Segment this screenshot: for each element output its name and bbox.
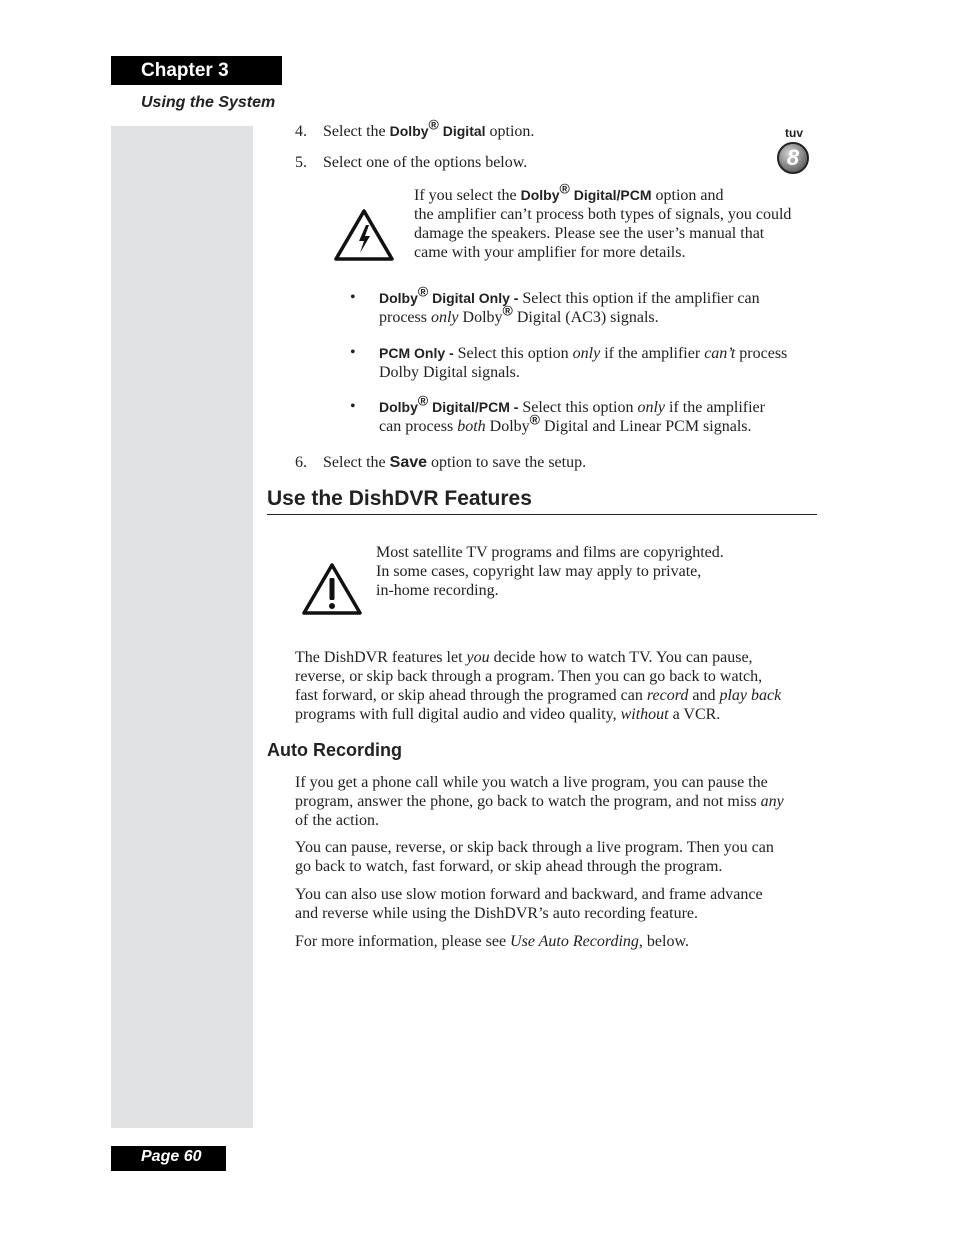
cross-reference: Use Auto Recording <box>510 933 639 950</box>
section-subtitle: Using the System <box>141 94 276 111</box>
option-dolby-digital-pcm <box>379 392 819 436</box>
option-text: Dolby <box>485 418 530 435</box>
step-text: option. <box>485 123 535 140</box>
bullet: • <box>350 398 356 415</box>
auto-paragraph-4 <box>295 932 820 951</box>
paragraph-line: If you get a phone call while you watch a live program, you can pause the <box>295 774 768 791</box>
registered-mark: ® <box>417 283 429 300</box>
option-text: Digital (AC3) signals. <box>512 309 659 326</box>
registered-mark: ® <box>417 392 429 409</box>
paragraph-line: You can also use slow motion forward and backward, and frame advance <box>295 886 763 903</box>
warning-line: in-home recording. <box>376 582 499 599</box>
option-line: Dolby Digital signals. <box>379 364 520 381</box>
bold-term: Dolby <box>379 290 418 306</box>
option-text: if the amplifier <box>600 345 705 362</box>
step-4 <box>295 116 535 141</box>
option-text: Dolby <box>458 309 503 326</box>
paragraph-text: programs with full digital audio and video quality, <box>295 706 621 723</box>
paragraph-text: and <box>688 687 720 704</box>
bold-term: Digital/PCM <box>569 187 652 203</box>
option-line <box>379 283 819 308</box>
step-number: 6. <box>295 454 307 471</box>
registered-mark: ® <box>428 116 439 133</box>
option-pcm-only <box>379 344 819 382</box>
emphasis: record <box>646 687 689 704</box>
emphasis: any <box>760 793 784 810</box>
sidebar-band <box>111 126 253 1128</box>
option-text: Select this option <box>522 399 638 416</box>
step-text: Select the <box>323 123 390 140</box>
warning-text: If you select the <box>414 187 521 204</box>
paragraph-line: of the action. <box>295 812 379 829</box>
option-text: process <box>379 309 431 326</box>
emphasis: without <box>620 706 669 723</box>
paragraph-line: go back to watch, fast forward, or skip ahead through the program. <box>295 858 723 875</box>
option-dolby-digital-only <box>379 283 819 327</box>
emphasis: only <box>430 309 459 326</box>
auto-paragraph-3 <box>295 885 820 923</box>
registered-mark: ® <box>559 180 570 197</box>
button-digit: 8 <box>777 142 809 174</box>
chapter-tab <box>111 56 282 85</box>
page-number: Page 60 <box>141 1148 202 1165</box>
option-text: can process <box>379 418 458 435</box>
paragraph-text: a VCR. <box>668 706 721 723</box>
paragraph-text: For more information, please see <box>295 933 511 950</box>
auto-paragraph-2 <box>295 838 820 876</box>
paragraph-text: program, answer the phone, go back to watch the program, and not miss <box>295 793 761 810</box>
bold-term: Digital/PCM - <box>428 399 523 415</box>
bold-term: Digital <box>438 123 486 139</box>
paragraph-line <box>295 686 820 705</box>
warning-line: In some cases, copyright law may apply to private, <box>376 563 702 580</box>
caution-warning-icon <box>301 562 363 616</box>
section-heading: Use the DishDVR Features <box>267 487 817 515</box>
registered-mark: ® <box>529 411 540 428</box>
paragraph-text: , below. <box>638 933 689 950</box>
emphasis: both <box>457 418 486 435</box>
emphasis: you <box>466 649 490 666</box>
emphasis: only <box>637 399 665 416</box>
step-text: Select the <box>323 454 390 471</box>
option-line <box>379 392 819 417</box>
paragraph-line <box>295 705 820 724</box>
option-text: Select this option if the amplifier can <box>522 290 760 307</box>
paragraph-text: decide how to watch TV. You can pause, <box>489 649 753 666</box>
warning-line: the amplifier can’t process both types of signals, you could <box>414 206 792 223</box>
emphasis: play back <box>719 687 782 704</box>
paragraph-text: The DishDVR features let <box>295 649 467 666</box>
bold-term: PCM Only - <box>379 345 458 361</box>
electrical-warning-icon <box>333 208 395 262</box>
remote-button-8-icon <box>774 126 814 182</box>
warning-line: damage the speakers. Please see the user’s manual that <box>414 225 765 242</box>
auto-recording-heading: Auto Recording <box>267 740 402 760</box>
bullet: • <box>350 289 356 306</box>
bullet: • <box>350 344 356 361</box>
step-text: Select one of the options below. <box>323 154 528 171</box>
option-line <box>379 302 819 327</box>
option-line <box>379 344 819 363</box>
paragraph-line: reverse, or skip back through a program. Then you can go back to watch, <box>295 668 763 685</box>
option-line <box>379 411 819 436</box>
bold-term: Save <box>389 454 428 471</box>
step-number: 5. <box>295 154 307 171</box>
warning-text: option and <box>651 187 724 204</box>
paragraph-text: fast forward, or skip ahead through the programed can <box>295 687 647 704</box>
page-number-tab <box>111 1146 226 1171</box>
warning-line: came with your amplifier for more details. <box>414 244 686 261</box>
paragraph-line <box>295 792 820 811</box>
copyright-warning <box>376 543 796 600</box>
paragraph-line: You can pause, reverse, or skip back through a live program. Then you can <box>295 839 774 856</box>
bold-term: Dolby <box>379 399 418 415</box>
option-text: Digital and Linear PCM signals. <box>539 418 752 435</box>
step-6 <box>295 453 586 472</box>
step-number: 4. <box>295 123 307 140</box>
option-text: Select this option <box>457 345 573 362</box>
option-text: process <box>735 345 788 362</box>
paragraph-line: and reverse while using the DishDVR’s auto recording feature. <box>295 905 698 922</box>
warning-line <box>414 180 819 205</box>
emphasis: can’t <box>704 345 736 362</box>
emphasis: only <box>572 345 601 362</box>
option-text: if the amplifier <box>665 399 765 416</box>
speaker-damage-warning <box>414 180 819 262</box>
chapter-label: Chapter 3 <box>141 60 229 81</box>
bold-term: Digital Only - <box>428 290 523 306</box>
step-text: option to save the setup. <box>427 454 587 471</box>
auto-paragraph-1 <box>295 773 820 830</box>
registered-mark: ® <box>502 302 513 319</box>
bold-term: Dolby <box>520 187 560 203</box>
step-5 <box>295 153 527 172</box>
paragraph-line <box>295 648 820 667</box>
bold-term: Dolby <box>389 123 429 139</box>
button-letters: tuv <box>785 126 803 140</box>
warning-line: Most satellite TV programs and films are copyrighted. <box>376 544 724 561</box>
intro-paragraph <box>295 648 820 724</box>
